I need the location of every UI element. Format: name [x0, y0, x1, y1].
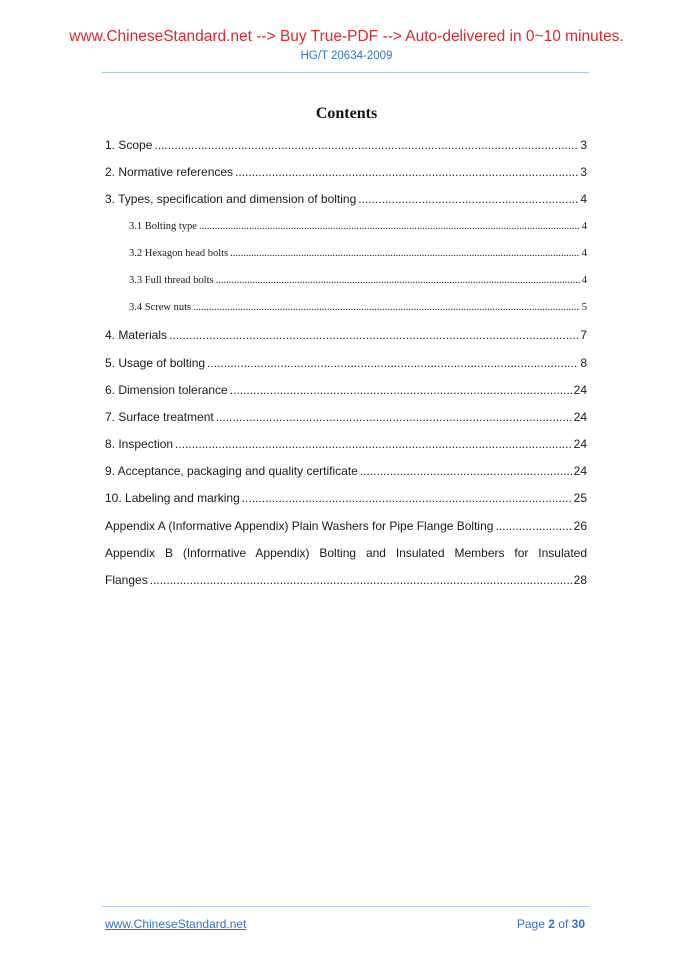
standard-code: HG/T 20634-2009 [300, 50, 393, 62]
toc-entry-label: Appendix A (Informative Appendix) Plain Washers for Pipe Flange Bolting [105, 518, 494, 533]
toc-entry-appendix-b-line1[interactable]: Appendix B (Informative Appendix) Bolting and Insulated Members for Insulated [105, 545, 587, 560]
toc-leader [360, 463, 572, 479]
toc-entry-dimension-tolerance[interactable] [105, 382, 587, 409]
total-page-count: 30 [571, 917, 585, 931]
toc-entry-appendix-a[interactable] [105, 518, 587, 545]
toc-leader [358, 191, 578, 207]
toc-entry-label: 6. Dimension tolerance [105, 382, 228, 397]
toc-entry-label: 3. Types, specification and dimension of bolting [105, 192, 357, 207]
toc-entry-page: 3 [580, 165, 587, 180]
toc-entry-appendix-b-line2[interactable] [105, 572, 587, 599]
page-of: of [558, 917, 569, 931]
toc-entry-label: 3.1 Bolting type [129, 220, 197, 232]
toc-entry-page: 25 [573, 491, 587, 506]
toc-entry-page: 24 [573, 409, 587, 424]
toc-leader [169, 327, 578, 343]
toc-entry-label: 3.4 Screw nuts [129, 302, 192, 314]
toc-leader [154, 137, 578, 153]
toc-entry-label: 1. Scope [105, 138, 153, 152]
current-page-number: 2 [548, 917, 555, 931]
toc-entry-label: 3.3 Full thread bolts [129, 274, 214, 286]
toc-entry-types-specification[interactable] [105, 191, 587, 218]
toc-leader [216, 273, 580, 289]
toc-entry-page: 4 [581, 274, 587, 286]
toc-entry-label: 8. Inspection [105, 437, 174, 452]
footer-site-link[interactable]: www.ChineseStandard.net [105, 917, 247, 931]
toc-entry-label: 9. Acceptance, packaging and quality certificate [105, 464, 358, 479]
toc-entry-materials[interactable] [105, 327, 587, 354]
toc-entry-inspection[interactable] [105, 436, 587, 463]
header-banner[interactable]: www.ChineseStandard.net --> Buy True-PDF --> Auto-delivered in 0~10 minutes. [69, 28, 624, 45]
toc-leader [216, 409, 572, 425]
toc-entry-usage-of-bolting[interactable] [105, 355, 587, 382]
toc-entry-labeling-and-marking[interactable] [105, 490, 587, 517]
toc-leader [230, 382, 572, 398]
toc-leader [175, 436, 572, 452]
toc-title: Contents [315, 105, 378, 122]
toc-leader [193, 300, 580, 316]
toc-entry-hexagon-head-bolts[interactable] [105, 246, 587, 273]
toc-entry-page: 5 [581, 302, 587, 314]
toc-entry-page: 28 [573, 573, 587, 587]
page-indicator [517, 916, 585, 932]
toc-leader [495, 518, 571, 534]
toc-entry-label: 7. Surface treatment [105, 409, 214, 424]
toc-entry-page: 24 [573, 382, 587, 397]
table-of-contents [105, 137, 587, 599]
toc-entry-page: 4 [581, 247, 587, 259]
toc-leader [235, 164, 578, 180]
toc-entry-page: 24 [573, 464, 587, 479]
toc-entry-full-thread-bolts[interactable] [105, 273, 587, 300]
toc-entry-page: 8 [580, 355, 587, 370]
page-prefix: Page [516, 917, 545, 931]
toc-leader [199, 219, 580, 235]
toc-leader [242, 490, 572, 506]
toc-entry-page: 4 [581, 220, 587, 232]
toc-entry-label: 5. Usage of bolting [105, 355, 206, 370]
toc-entry-label: 10. Labeling and marking [105, 491, 240, 506]
toc-entry-label: Flanges [105, 573, 148, 587]
toc-entry-bolting-type[interactable] [105, 219, 587, 246]
toc-entry-page: 4 [580, 192, 587, 207]
toc-entry-label: 2. Normative references [105, 165, 234, 180]
toc-entry-page: 7 [580, 328, 587, 343]
header-divider [102, 72, 589, 73]
toc-entry-page: 24 [573, 437, 587, 452]
toc-entry-page: 3 [580, 138, 587, 152]
toc-entry-normative-references[interactable] [105, 164, 587, 191]
toc-entry-screw-nuts[interactable] [105, 300, 587, 327]
toc-leader [150, 572, 572, 588]
toc-entry-page: 26 [573, 518, 587, 533]
toc-entry-scope[interactable] [105, 137, 587, 164]
toc-entry-surface-treatment[interactable] [105, 409, 587, 436]
toc-entry-label: 4. Materials [105, 328, 168, 343]
toc-leader [207, 355, 578, 371]
toc-entry-label: 3.2 Hexagon head bolts [129, 247, 229, 259]
toc-entry-acceptance-packaging[interactable] [105, 463, 587, 490]
toc-leader [230, 246, 580, 262]
footer-divider [102, 906, 589, 907]
